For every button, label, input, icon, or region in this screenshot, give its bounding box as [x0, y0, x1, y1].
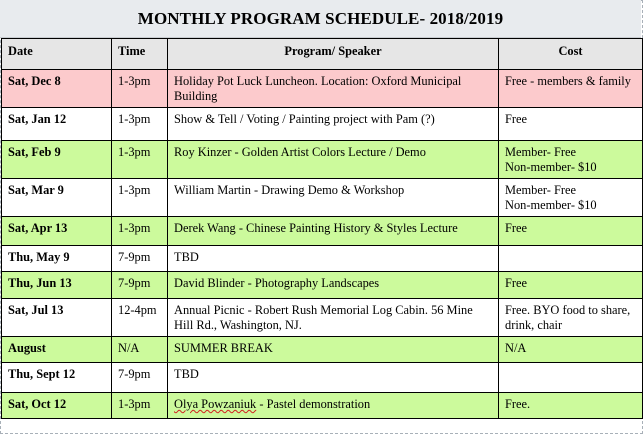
cell-program: TBD	[168, 363, 499, 393]
cell-time: 7-9pm	[112, 246, 168, 272]
header-row	[2, 39, 643, 70]
cell-date: Sat, Feb 9	[2, 141, 112, 179]
cell-program: TBD	[168, 246, 499, 272]
cell-time: 1-3pm	[112, 179, 168, 217]
cell-date: Sat, Apr 13	[2, 217, 112, 246]
cell-program: Roy Kinzer - Golden Artist Colors Lecture / Demo	[168, 141, 499, 179]
table-row	[2, 363, 643, 393]
cell-time: 7-9pm	[112, 272, 168, 299]
cell-cost: Free	[499, 217, 643, 246]
cell-cost	[499, 179, 643, 217]
cell-date: August	[2, 337, 112, 363]
cell-cost: Free	[499, 272, 643, 299]
page-title: MONTHLY PROGRAM SCHEDULE- 2018/2019	[0, 0, 641, 38]
cell-cost	[499, 246, 643, 272]
cell-date: Sat, Oct 12	[2, 393, 112, 419]
cell-program: SUMMER BREAK	[168, 337, 499, 363]
cell-date: Thu, Sept 12	[2, 363, 112, 393]
cell-cost: Free.	[499, 393, 643, 419]
table-row	[2, 70, 643, 108]
cell-program: David Blinder - Photography Landscapes	[168, 272, 499, 299]
column-header-program: Program/ Speaker	[168, 39, 499, 70]
cell-cost	[499, 141, 643, 179]
cell-program: Show & Tell / Voting / Painting project with Pam (?)	[168, 108, 499, 141]
cell-date: Sat, Dec 8	[2, 70, 112, 108]
cell-program	[168, 393, 499, 419]
cell-cost: Free - members & family	[499, 70, 643, 108]
cost-line: Member- Free	[505, 183, 576, 197]
cost-line: Non-member- $10	[505, 160, 597, 174]
cell-cost	[499, 363, 643, 393]
table-row	[2, 393, 643, 419]
cell-time: N/A	[112, 337, 168, 363]
table-row	[2, 299, 643, 337]
cell-time: 12-4pm	[112, 299, 168, 337]
column-header-cost: Cost	[499, 39, 643, 70]
column-header-date: Date	[2, 39, 112, 70]
speaker-name: Olya Powzaniuk	[174, 397, 257, 411]
cell-date: Sat, Mar 9	[2, 179, 112, 217]
cell-date: Thu, May 9	[2, 246, 112, 272]
cell-cost: Free	[499, 108, 643, 141]
cell-program: Derek Wang - Chinese Painting History & Styles Lecture	[168, 217, 499, 246]
cell-time: 1-3pm	[112, 217, 168, 246]
cell-program: William Martin - Drawing Demo & Workshop	[168, 179, 499, 217]
table-row	[2, 108, 643, 141]
cell-date: Sat, Jan 12	[2, 108, 112, 141]
cell-time: 1-3pm	[112, 393, 168, 419]
cell-time: 7-9pm	[112, 363, 168, 393]
table-row	[2, 217, 643, 246]
cell-cost: N/A	[499, 337, 643, 363]
table-row	[2, 272, 643, 299]
cell-time: 1-3pm	[112, 70, 168, 108]
cell-cost: Free. BYO food to share, drink, chair	[499, 299, 643, 337]
schedule-table	[1, 38, 643, 419]
table-row	[2, 179, 643, 217]
cell-time: 1-3pm	[112, 108, 168, 141]
cost-line: Member- Free	[505, 145, 576, 159]
cell-date: Thu, Jun 13	[2, 272, 112, 299]
cost-line: Non-member- $10	[505, 198, 597, 212]
cell-date: Sat, Jul 13	[2, 299, 112, 337]
table-row	[2, 246, 643, 272]
table-row	[2, 141, 643, 179]
cell-program: Holiday Pot Luck Luncheon. Location: Oxford Municipal Building	[168, 70, 499, 108]
program-detail: - Pastel demonstration	[256, 397, 371, 411]
cell-program: Annual Picnic - Robert Rush Memorial Log Cabin. 56 Mine Hill Rd., Washington, NJ.	[168, 299, 499, 337]
cell-time: 1-3pm	[112, 141, 168, 179]
table-row	[2, 337, 643, 363]
column-header-time: Time	[112, 39, 168, 70]
